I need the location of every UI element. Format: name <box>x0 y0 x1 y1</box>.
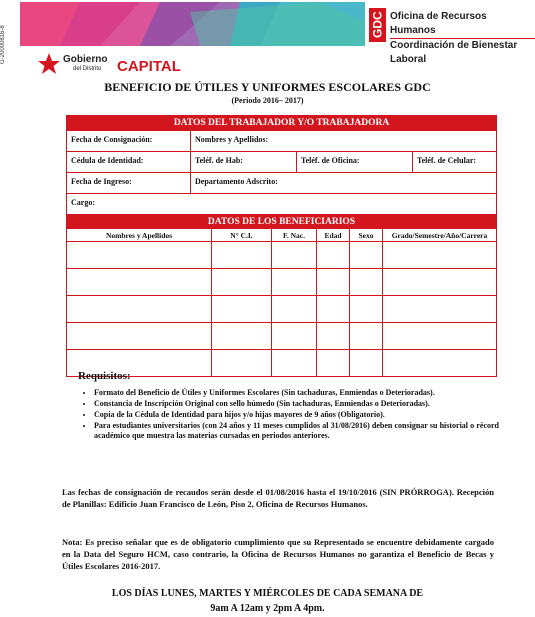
table-cell[interactable] <box>212 350 272 377</box>
table-cell[interactable] <box>67 269 212 296</box>
table-row <box>67 242 496 269</box>
office-name <box>390 10 535 67</box>
column-header: Nombres y Apellidos <box>67 229 212 242</box>
document-title: BENEFICIO DE ÚTILES Y UNIFORMES ESCOLARES GDC <box>104 80 431 94</box>
table-cell[interactable] <box>350 350 383 377</box>
table-row <box>67 323 496 350</box>
table-cell[interactable] <box>272 350 317 377</box>
entry-date-field[interactable]: Fecha de Ingreso: <box>71 177 132 186</box>
department-field[interactable]: Departamento Adscrito: <box>190 173 496 193</box>
position-field[interactable]: Cargo: <box>71 198 95 207</box>
star-icon <box>37 52 61 76</box>
table-cell[interactable] <box>350 269 383 296</box>
office-line-1: Oficina de Recursos Humanos <box>390 10 535 39</box>
table-cell[interactable] <box>317 242 350 269</box>
gov-line-2: del Distrito <box>73 66 102 72</box>
table-cell[interactable] <box>317 350 350 377</box>
dates-paragraph: Las fechas de consignación de recaudos serán desde el 01/08/2016 hasta el 19/10/2016 (SIN PRÓRROGA). Recepción de Planillas: Edificio Juan Francisco de León, Piso 2, Oficina de Recursos Humanos. <box>62 487 494 509</box>
column-header: Grado/Semestre/Año/Carrera <box>383 229 497 242</box>
beneficiaries-table <box>67 229 496 376</box>
table-cell[interactable] <box>272 323 317 350</box>
office-phone-field[interactable]: Teléf. de Oficina: <box>296 152 412 172</box>
column-header: Sexo <box>350 229 383 242</box>
table-cell[interactable] <box>350 242 383 269</box>
table-cell[interactable] <box>212 242 272 269</box>
table-cell[interactable] <box>350 296 383 323</box>
registration-form <box>66 115 497 377</box>
table-cell[interactable] <box>350 323 383 350</box>
table-row <box>67 350 496 377</box>
note-paragraph: Nota: Es preciso señalar que es de obligatorio cumplimiento que su Representado se encuentre debidamente cargado en la Data del Seguro HCM, caso contrario, la Oficina de Recursos Humanos no garantiza el Beneficio de Becas y Útiles Escolares 2016-2017. <box>62 537 494 571</box>
table-header-row <box>67 229 496 242</box>
table-cell[interactable] <box>272 242 317 269</box>
table-cell[interactable] <box>383 350 497 377</box>
requirement-item: • Constancia de Inscripción Original con sello húmedo (Sin tachaduras, Enmiendas o Deterioradas). <box>94 399 499 409</box>
names-field[interactable]: Nombres y Apellidos: <box>190 131 496 151</box>
schedule-line-1: LOS DÍAS LUNES, MARTES Y MIÉRCOLES DE CADA SEMANA DE <box>111 588 424 599</box>
table-cell[interactable] <box>67 323 212 350</box>
column-header: F. Nac. <box>272 229 317 242</box>
table-cell[interactable] <box>272 269 317 296</box>
form-row <box>67 172 496 193</box>
gov-line-1: Gobierno <box>63 54 108 65</box>
home-phone-field[interactable]: Teléf. de Hab: <box>190 152 296 172</box>
table-cell[interactable] <box>317 296 350 323</box>
gov-line-3: CAPITAL <box>117 58 181 75</box>
cell-phone-field[interactable]: Teléf. de Celular: <box>412 152 496 172</box>
table-cell[interactable] <box>383 296 497 323</box>
office-line-2: Coordinación de Bienestar Laboral <box>390 40 518 65</box>
requirement-item: • Formato del Beneficio de Útiles y Uniformes Escolares (Sin tachaduras, Enmiendas o Deterioradas). <box>94 388 499 398</box>
table-cell[interactable] <box>212 323 272 350</box>
document-code: G-20000816-8 <box>0 25 6 64</box>
table-row <box>67 296 496 323</box>
header-banner <box>20 2 365 46</box>
table-cell[interactable] <box>383 242 497 269</box>
requirements-title: Requisitos: <box>78 370 131 382</box>
document-period: (Periodo 2016– 2017) <box>231 96 304 105</box>
schedule-line-2: 9am A 12am y 2pm A 4pm. <box>210 603 325 614</box>
requirement-item: • Copia de la Cédula de Identidad para hijos y/o hijas mayores de 9 años (Obligatorio). <box>94 410 499 420</box>
table-row <box>67 269 496 296</box>
form-row <box>67 193 496 214</box>
gdc-logo: GDC <box>369 8 386 42</box>
table-cell[interactable] <box>383 269 497 296</box>
table-cell[interactable] <box>383 323 497 350</box>
table-cell[interactable] <box>317 269 350 296</box>
column-header: N° C.I. <box>212 229 272 242</box>
beneficiaries-section-header: DATOS DE LOS BENEFICIARIOS <box>67 214 496 229</box>
column-header: Edad <box>317 229 350 242</box>
table-cell[interactable] <box>212 269 272 296</box>
requirements-list <box>80 388 499 442</box>
worker-section-header: DATOS DEL TRABAJADOR Y/O TRABAJADORA <box>67 116 496 130</box>
form-row <box>67 130 496 151</box>
consignment-date-field[interactable]: Fecha de Consignación: <box>71 135 153 144</box>
requirement-item: • Para estudiantes universitarios (con 24 años y 11 meses cumplidos al 31/08/2016) deben consignar su historial o récord académico que muestra las materias cursadas en periodos anteriores. <box>94 421 499 441</box>
table-cell[interactable] <box>67 242 212 269</box>
table-cell[interactable] <box>272 296 317 323</box>
form-row <box>67 151 496 172</box>
table-cell[interactable] <box>67 296 212 323</box>
table-cell[interactable] <box>212 296 272 323</box>
id-card-field[interactable]: Cédula de Identidad: <box>71 156 144 165</box>
table-cell[interactable] <box>317 323 350 350</box>
